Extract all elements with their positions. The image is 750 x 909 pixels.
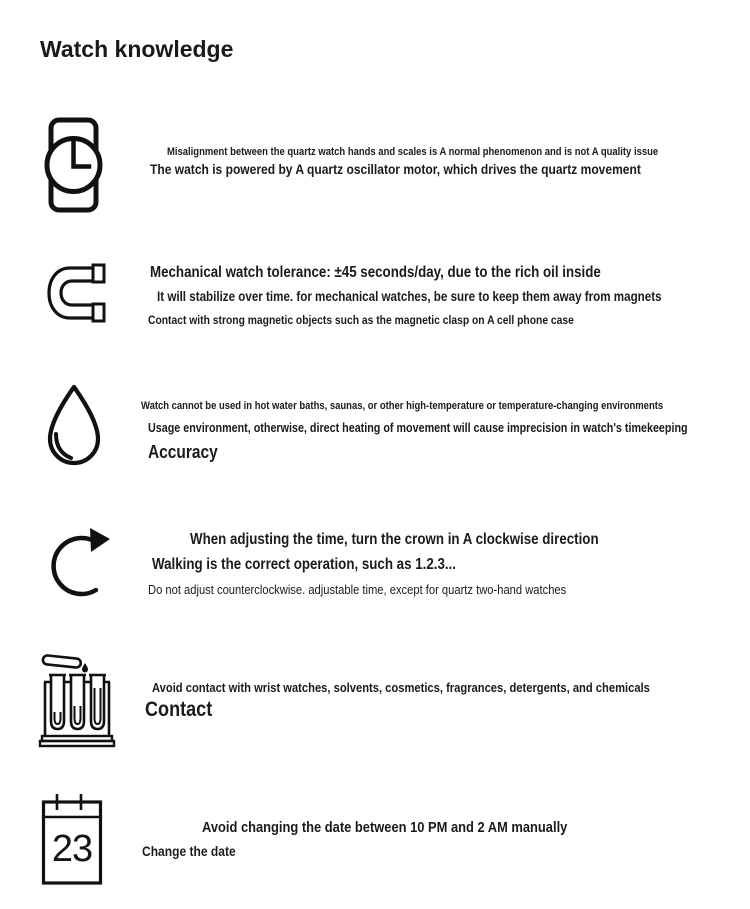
quartz-note-small: Misalignment between the quartz watch hands and scales is A normal phenomenon and is not A quality issue [167,146,659,158]
magnet-icon [45,263,107,323]
page-title: Watch knowledge [40,36,234,62]
magnet-note-secondary: It will stabilize over time. for mechanical watches, be sure to keep them away from magnets [157,289,662,304]
crown-note-secondary: Walking is the correct operation, such as 1.2.3... [152,556,456,573]
accuracy-heading: Accuracy [148,442,218,462]
magnet-note-main: Mechanical watch tolerance: ±45 seconds/day, due to the rich oil inside [150,264,601,281]
test-tubes-icon [40,646,114,748]
date-note-main: Avoid changing the date between 10 PM and 2 AM manually [202,819,568,836]
date-note-secondary: Change the date [142,843,236,859]
accuracy-note-small: Watch cannot be used in hot water baths, saunas, or other high-temperature or temperature-changing environments [141,400,664,412]
wristwatch-icon [45,116,103,214]
accuracy-note-secondary: Usage environment, otherwise, direct heating of movement will cause imprecision in watch's timekeeping [148,421,688,435]
crown-note-small: Do not adjust counterclockwise. adjustable time, except for quartz two-hand watches [148,582,567,597]
clockwise-arrow-icon [46,522,112,604]
calendar-icon [41,792,103,886]
magnet-note-small: Contact with strong magnetic objects such as the magnetic clasp on A cell phone case [148,313,574,327]
water-drop-icon [42,384,106,472]
crown-note-main: When adjusting the time, turn the crown in A clockwise direction [190,531,599,548]
quartz-note-main: The watch is powered by A quartz oscillator motor, which drives the quartz movement [150,161,641,177]
contact-heading: Contact [145,698,213,721]
calendar-day-number: 23 [51,828,93,870]
chemicals-note: Avoid contact with wrist watches, solvents, cosmetics, fragrances, detergents, and chemicals [152,680,650,695]
